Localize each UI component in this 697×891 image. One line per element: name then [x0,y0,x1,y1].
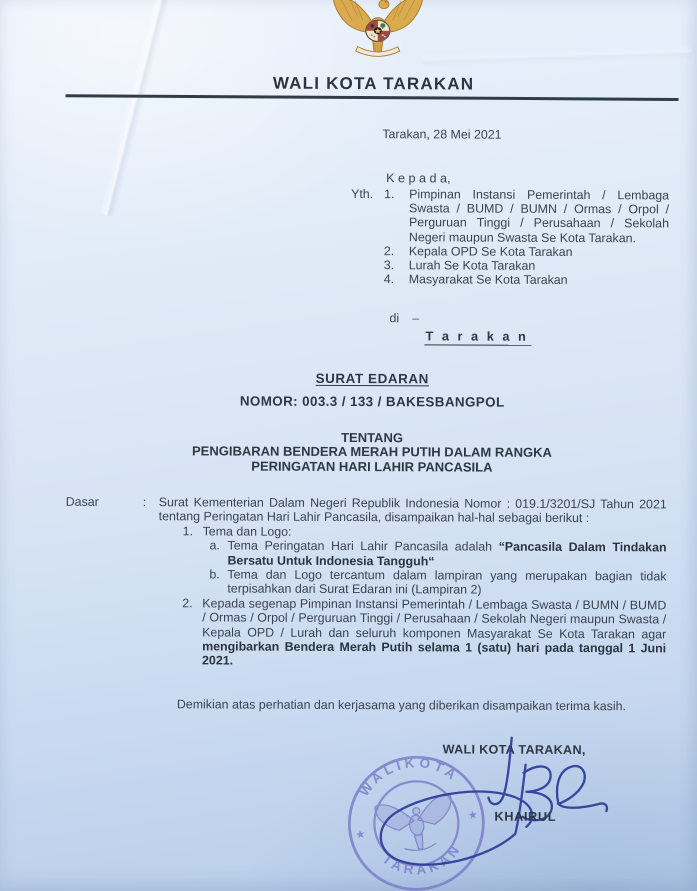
item-text: Kepala OPD Se Kota Tarakan [408,244,573,259]
item-text-normal: Kepada segenap Pimpinan Instansi Pemerintah / Lembaga Swasta / BUMN / BUMD / Ormas / Orpol / Perguruan Tinggi / Perusahaan / Sekolah Negeri maupun Swasta / Kepala OPD / Lurah dan seluruh komponen Masyarakat Se Kota Tarakan agar [202,596,667,642]
stamp-star-left-icon: ★ [354,828,367,842]
signatory-name: KHAIRUL [494,808,557,824]
recipient-item [384,244,669,259]
handwritten-signature [368,728,629,884]
dasar-section [65,495,667,670]
stamp-star-right-icon: ★ [466,808,479,823]
item-letter: a. [209,538,220,553]
recipient-item [384,258,669,273]
recipient-item [384,272,669,287]
date-line: Tarakan, 28 Mei 2021 [382,127,502,142]
item-number: 2. [383,243,395,259]
di-line [390,311,420,325]
item-text-bold: mengibarkan Bendera Merah Putih selama 1 (satu) hari pada tanggal 1 Juni 2021. [202,639,667,668]
paper-crease [99,0,176,217]
closing-paragraph: Demikian atas perhatian dan kerjasama yang diberikan disampaikan terima kasih. [176,697,626,714]
item-number: 1. [182,524,193,539]
salutation: K e p a d a, [386,171,451,186]
doc-number: NOMOR: 003.3 / 133 / BAKESBANGPOL [239,393,505,410]
dasar-content [158,495,667,670]
dasar-colon: : [142,495,147,510]
item-text: Masyarakat Se Kota Tarakan [408,272,568,288]
letterhead-title: WALI KOTA TARAKAN [272,73,475,94]
item-number: 2. [182,596,193,611]
item-text-bold: “Pancasila Dalam Tindakan Bersatu Untuk Indonesia Tangguh“ [227,539,667,569]
item-text: Tema dan Logo tercantum dalam lampiran yang merupakan bagian tidak terpisahkan dari Surat Edaran ini (Lampiran 2) [227,567,667,598]
item-number: 1. [384,187,395,202]
item-text [227,539,666,570]
body-subitem [209,567,666,598]
item-text [202,596,666,670]
item-text: Lurah Se Kota Tarakan [408,258,536,273]
body-item [182,596,666,670]
recipient-item [384,187,669,245]
tentang-label: TENTANG [341,429,404,446]
dasar-intro: Surat Kementerian Dalam Negeri Republik Indonesia Nomor : 019.1/3201/SJ Tahun 2021 tentang Peringatan Hari Lahir Pancasila, disampaikan hal-hal sebagai berikut : [158,495,667,526]
signatory-title: WALI KOTA TARAKAN, [442,742,586,758]
recipient-city: T a r a k a n [424,328,531,345]
letterhead-rule [66,94,679,101]
yth-label: Yth. [351,187,374,202]
paper-crease [422,45,692,67]
item-number: 4. [383,272,395,287]
doc-type: SURAT EDARAN [315,370,429,387]
stamp-top-text: WALIKOTA [356,754,462,799]
recipient-list [384,187,669,288]
item-text-normal: Tema Peringatan Hari Lahir Pancasila adalah [227,538,499,554]
item-number: 3. [383,258,395,273]
garuda-pancasila-emblem [330,0,426,66]
recipient-block [351,187,669,288]
item-text: Pimpinan Instansi Pemerintah / Lembaga Swasta / BUMD / BUMN / Ormas / Orpol / Perguruan Tinggi / Perusahaan / Sekolah Negeri maupun Swasta Se Kota Tarakan. [408,187,670,245]
subject-line: PERINGATAN HARI LAHIR PANCASILA [251,458,493,475]
stamp-bottom-text: TARAKAN [379,840,465,878]
di-dash: – [412,311,420,326]
subject-line: PENGIBARAN BENDERA MERAH PUTIH DALAM RANGKA [191,443,552,460]
title-block [192,370,552,475]
dasar-label: Dasar [65,494,99,509]
item-text: Tema dan Logo: [202,524,292,539]
body-subitem [209,539,666,570]
di-label: di [389,311,400,326]
item-letter: b. [209,567,220,582]
